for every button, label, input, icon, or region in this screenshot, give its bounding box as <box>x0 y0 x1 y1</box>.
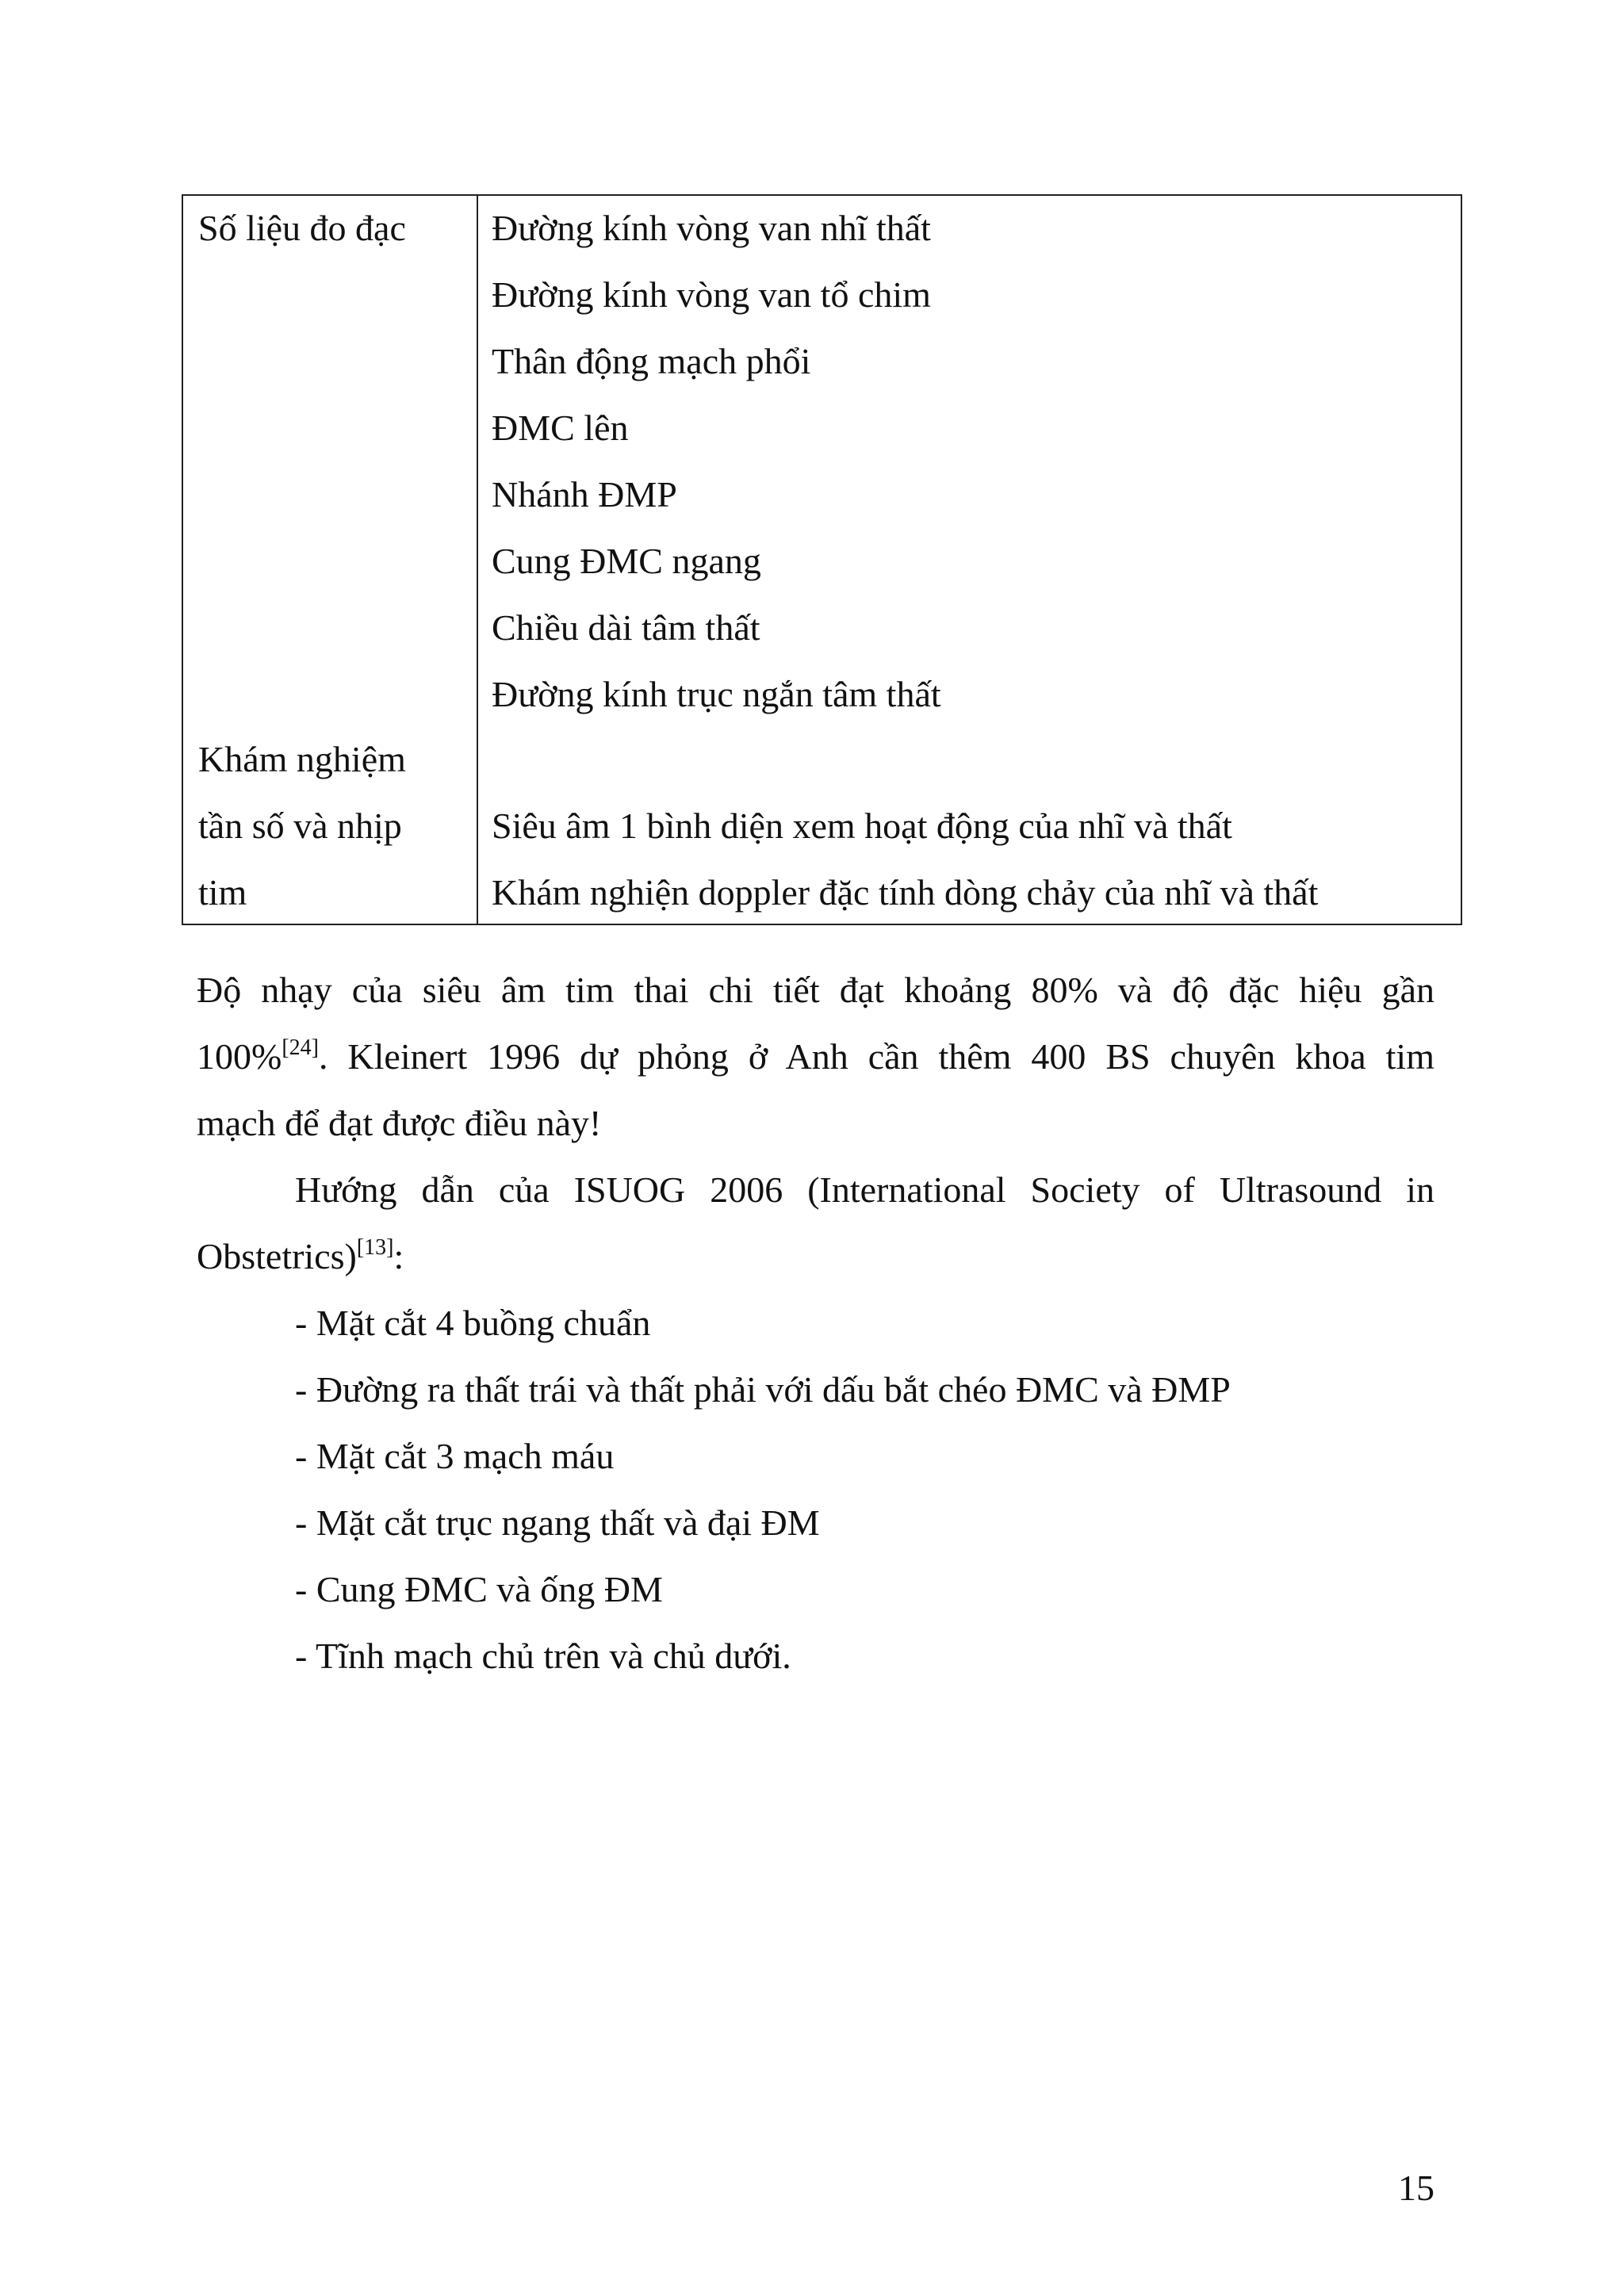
page-number: 15 <box>1398 2168 1434 2208</box>
table-cell-item: Siêu âm 1 bình diện xem hoạt động của nhĩ và thất <box>492 806 1232 846</box>
table-row-label-line: tần số và nhịp <box>198 806 402 846</box>
text-run: Obstetrics) <box>197 1236 357 1276</box>
table-cell-item: Đường kính vòng van nhĩ thất <box>492 208 931 248</box>
list-item: - Mặt cắt trục ngang thất và đại ĐM <box>295 1502 820 1543</box>
citation-reference: [13] <box>356 1235 394 1260</box>
citation-reference: [24] <box>282 1035 319 1060</box>
list-item: - Tĩnh mạch chủ trên và chủ dưới. <box>295 1636 791 1676</box>
table-cell-item: Đường kính trục ngắn tâm thất <box>492 674 941 714</box>
paragraph-guideline-line: Hướng dẫn của ISUOG 2006 (International Society of Ultrasound in <box>295 1169 1434 1210</box>
table-row-label-line: tim <box>198 872 247 913</box>
list-item: - Cung ĐMC và ống ĐM <box>295 1569 663 1609</box>
table-cell-item: ĐMC lên <box>492 408 629 448</box>
text-run: 100% <box>197 1036 282 1077</box>
list-item: - Mặt cắt 4 buồng chuẩn <box>295 1303 651 1343</box>
text-run: . Kleinert 1996 dự phỏng ở Anh cần thêm 400 BS chuyên khoa tim <box>318 1036 1434 1077</box>
table-cell-item: Khám nghiện doppler đặc tính dòng chảy của nhĩ và thất <box>492 872 1319 913</box>
table-row-label-line: Khám nghiệm <box>198 739 406 779</box>
table-column-divider <box>477 196 478 924</box>
table-row-label-measurements: Số liệu đo đạc <box>198 208 406 248</box>
measurement-table <box>182 194 1462 925</box>
table-cell-item: Cung ĐMC ngang <box>492 541 761 581</box>
list-item: - Mặt cắt 3 mạch máu <box>295 1436 615 1476</box>
paragraph-sensitivity-line <box>197 1024 1434 1096</box>
table-cell-item: Chiều dài tâm thất <box>492 607 760 648</box>
paragraph-sensitivity-line: Độ nhạy của siêu âm tim thai chi tiết đạt khoảng 80% và độ đặc hiệu gần <box>197 970 1434 1010</box>
text-run: : <box>393 1236 404 1276</box>
table-cell-item: Đường kính vòng van tổ chim <box>492 274 931 315</box>
list-item: - Đường ra thất trái và thất phải với dấu bắt chéo ĐMC và ĐMP <box>295 1369 1231 1410</box>
table-cell-item: Nhánh ĐMP <box>492 474 677 515</box>
table-cell-item: Thân động mạch phổi <box>492 341 811 381</box>
paragraph-sensitivity-line: mạch để đạt được điều này! <box>197 1103 602 1143</box>
paragraph-guideline-line <box>197 1223 1434 1295</box>
